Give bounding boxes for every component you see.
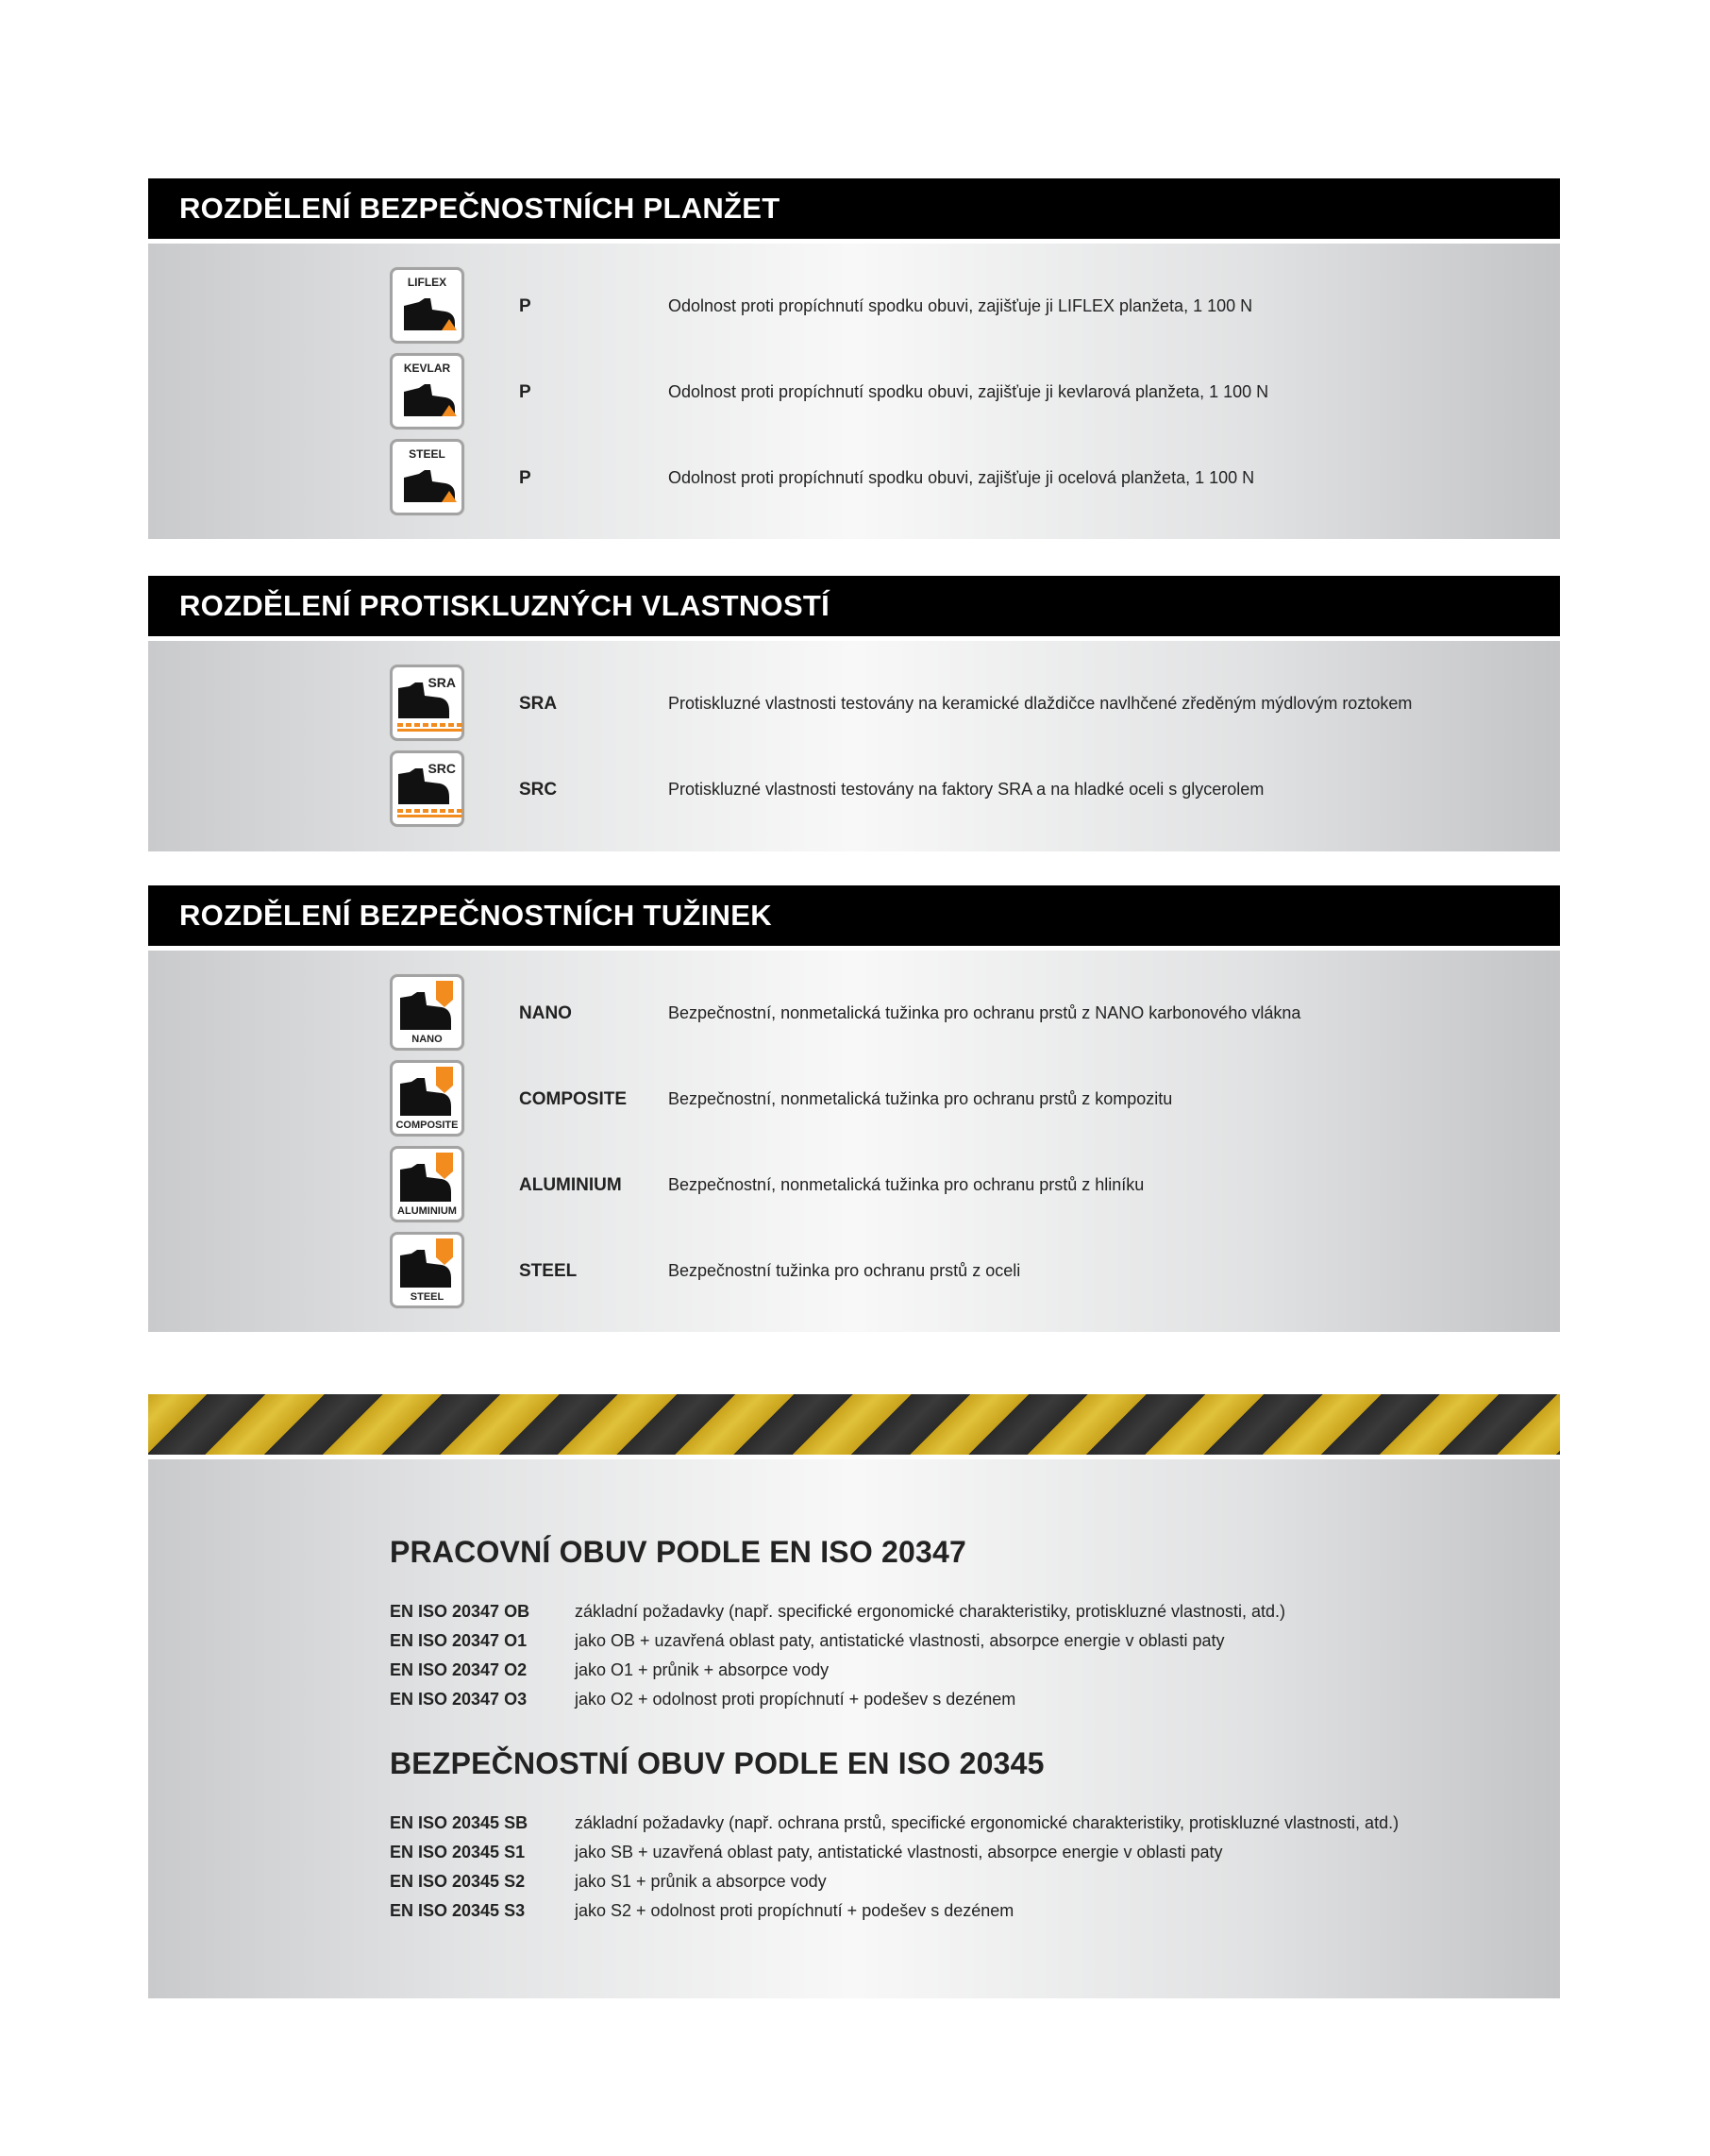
badge-label: NANO — [411, 1034, 443, 1045]
row-description: Odolnost proti propíchnutí spodku obuvi, zajišťuje ji kevlarová planžeta, 1 100 N — [668, 382, 1269, 401]
badge-label: SRC — [428, 761, 456, 776]
boot-toecap-icon — [390, 1146, 464, 1222]
list-item — [148, 1146, 1560, 1225]
row-description: Bezpečnostní tužinka pro ochranu prstů z oceli — [668, 1261, 1021, 1280]
list-item — [390, 1631, 1428, 1658]
row-description: Protiskluzné vlastnosti testovány na keramické dlaždičce navlhčené zředěným mýdlovým roztokem — [668, 694, 1413, 713]
list-item — [148, 353, 1560, 432]
safety-footwear-title: BEZPEČNOSTNÍ OBUV PODLE EN ISO 20345 — [390, 1746, 1045, 1780]
list-item — [148, 750, 1560, 830]
boot-toecap-icon — [390, 1060, 464, 1137]
standard-code: EN ISO 20345 S3 — [390, 1901, 526, 1920]
row-description: Protiskluzné vlastnosti testovány na faktory SRA a na hladké oceli s glycerolem — [668, 780, 1265, 799]
standard-code: EN ISO 20345 S2 — [390, 1872, 526, 1891]
standard-description: jako S2 + odolnost proti propíchnutí + podešev s dezénem — [575, 1901, 1014, 1920]
list-item — [148, 267, 1560, 346]
standard-description: jako OB + uzavřená oblast paty, antistatické vlastnosti, absorpce energie v oblasti paty — [575, 1631, 1225, 1650]
boot-with-plate-icon — [390, 439, 464, 515]
boot-with-plate-icon — [390, 353, 464, 430]
row-code: COMPOSITE — [519, 1089, 628, 1109]
row-code: ALUMINIUM — [519, 1175, 622, 1195]
row-code: P — [519, 296, 531, 316]
list-item — [148, 1060, 1560, 1139]
badge-label: STEEL — [409, 447, 445, 461]
list-item — [148, 439, 1560, 518]
standard-code: EN ISO 20347 O1 — [390, 1631, 528, 1650]
list-item — [390, 1813, 1428, 1840]
boot-slip-icon — [390, 750, 464, 827]
badge-label: KEVLAR — [403, 362, 451, 375]
section-toecaps — [148, 885, 1560, 1332]
work-footwear-title: PRACOVNÍ OBUV PODLE EN ISO 20347 — [390, 1535, 967, 1569]
section-standards — [148, 1394, 1560, 1998]
section-slip-resistance — [148, 576, 1560, 851]
row-code: P — [519, 468, 531, 488]
badge-label: ALUMINIUM — [397, 1205, 457, 1217]
standard-code: EN ISO 20345 S1 — [390, 1843, 526, 1861]
list-item — [390, 1690, 1428, 1716]
list-item — [390, 1660, 1428, 1687]
section-title: ROZDĚLENÍ BEZPEČNOSTNÍCH PLANŽET — [148, 178, 1560, 239]
standard-description: jako O1 + průnik + absorpce vody — [575, 1660, 830, 1679]
list-item — [390, 1901, 1428, 1928]
boot-toecap-icon — [390, 1232, 464, 1308]
boot-slip-icon — [390, 665, 464, 741]
row-code: NANO — [519, 1003, 572, 1023]
standard-description: jako O2 + odolnost proti propíchnutí + podešev s dezénem — [575, 1690, 1016, 1709]
section-panel — [148, 951, 1560, 1332]
standard-description: základní požadavky (např. specifické ergonomické charakteristiky, protiskluzné vlastnosti, atd.) — [575, 1602, 1286, 1621]
standard-code: EN ISO 20345 SB — [390, 1813, 528, 1832]
badge-label: LIFLEX — [407, 276, 447, 289]
badge-label: STEEL — [410, 1291, 444, 1303]
section-insoles — [148, 178, 1560, 539]
badge-label: SRA — [428, 675, 456, 690]
hazard-stripe-banner — [148, 1394, 1560, 1455]
standard-code: EN ISO 20347 O2 — [390, 1660, 528, 1679]
row-code: SRC — [519, 780, 558, 800]
section-title: ROZDĚLENÍ PROTISKLUZNÝCH VLASTNOSTÍ — [148, 576, 1560, 636]
standard-code: EN ISO 20347 O3 — [390, 1690, 528, 1709]
standards-panel — [148, 1459, 1560, 1998]
boot-toecap-icon — [390, 974, 464, 1051]
row-description: Bezpečnostní, nonmetalická tužinka pro ochranu prstů z hliníku — [668, 1175, 1145, 1194]
badge-label: COMPOSITE — [395, 1120, 459, 1131]
standard-code: EN ISO 20347 OB — [390, 1602, 530, 1621]
standard-description: základní požadavky (např. ochrana prstů, specifické ergonomické charakteristiky, protiskluzné vlastnosti, atd.) — [575, 1813, 1400, 1832]
standard-description: jako S1 + průnik a absorpce vody — [575, 1872, 827, 1891]
row-description: Bezpečnostní, nonmetalická tužinka pro ochranu prstů z NANO karbonového vlákna — [668, 1003, 1301, 1022]
list-item — [148, 1232, 1560, 1311]
row-code: STEEL — [519, 1261, 578, 1281]
list-item — [390, 1602, 1428, 1628]
section-panel — [148, 641, 1560, 851]
row-description: Bezpečnostní, nonmetalická tužinka pro ochranu prstů z kompozitu — [668, 1089, 1173, 1108]
standard-description: jako SB + uzavřená oblast paty, antistatické vlastnosti, absorpce energie v oblasti paty — [575, 1843, 1223, 1861]
boot-with-plate-icon — [390, 267, 464, 344]
section-title: ROZDĚLENÍ BEZPEČNOSTNÍCH TUŽINEK — [148, 885, 1560, 946]
row-code: SRA — [519, 694, 558, 714]
section-panel — [148, 244, 1560, 539]
row-description: Odolnost proti propíchnutí spodku obuvi, zajišťuje ji LIFLEX planžeta, 1 100 N — [668, 296, 1253, 315]
list-item — [148, 665, 1560, 744]
list-item — [148, 974, 1560, 1053]
list-item — [390, 1872, 1428, 1898]
list-item — [390, 1843, 1428, 1869]
row-description: Odolnost proti propíchnutí spodku obuvi, zajišťuje ji ocelová planžeta, 1 100 N — [668, 468, 1255, 487]
row-code: P — [519, 382, 531, 402]
